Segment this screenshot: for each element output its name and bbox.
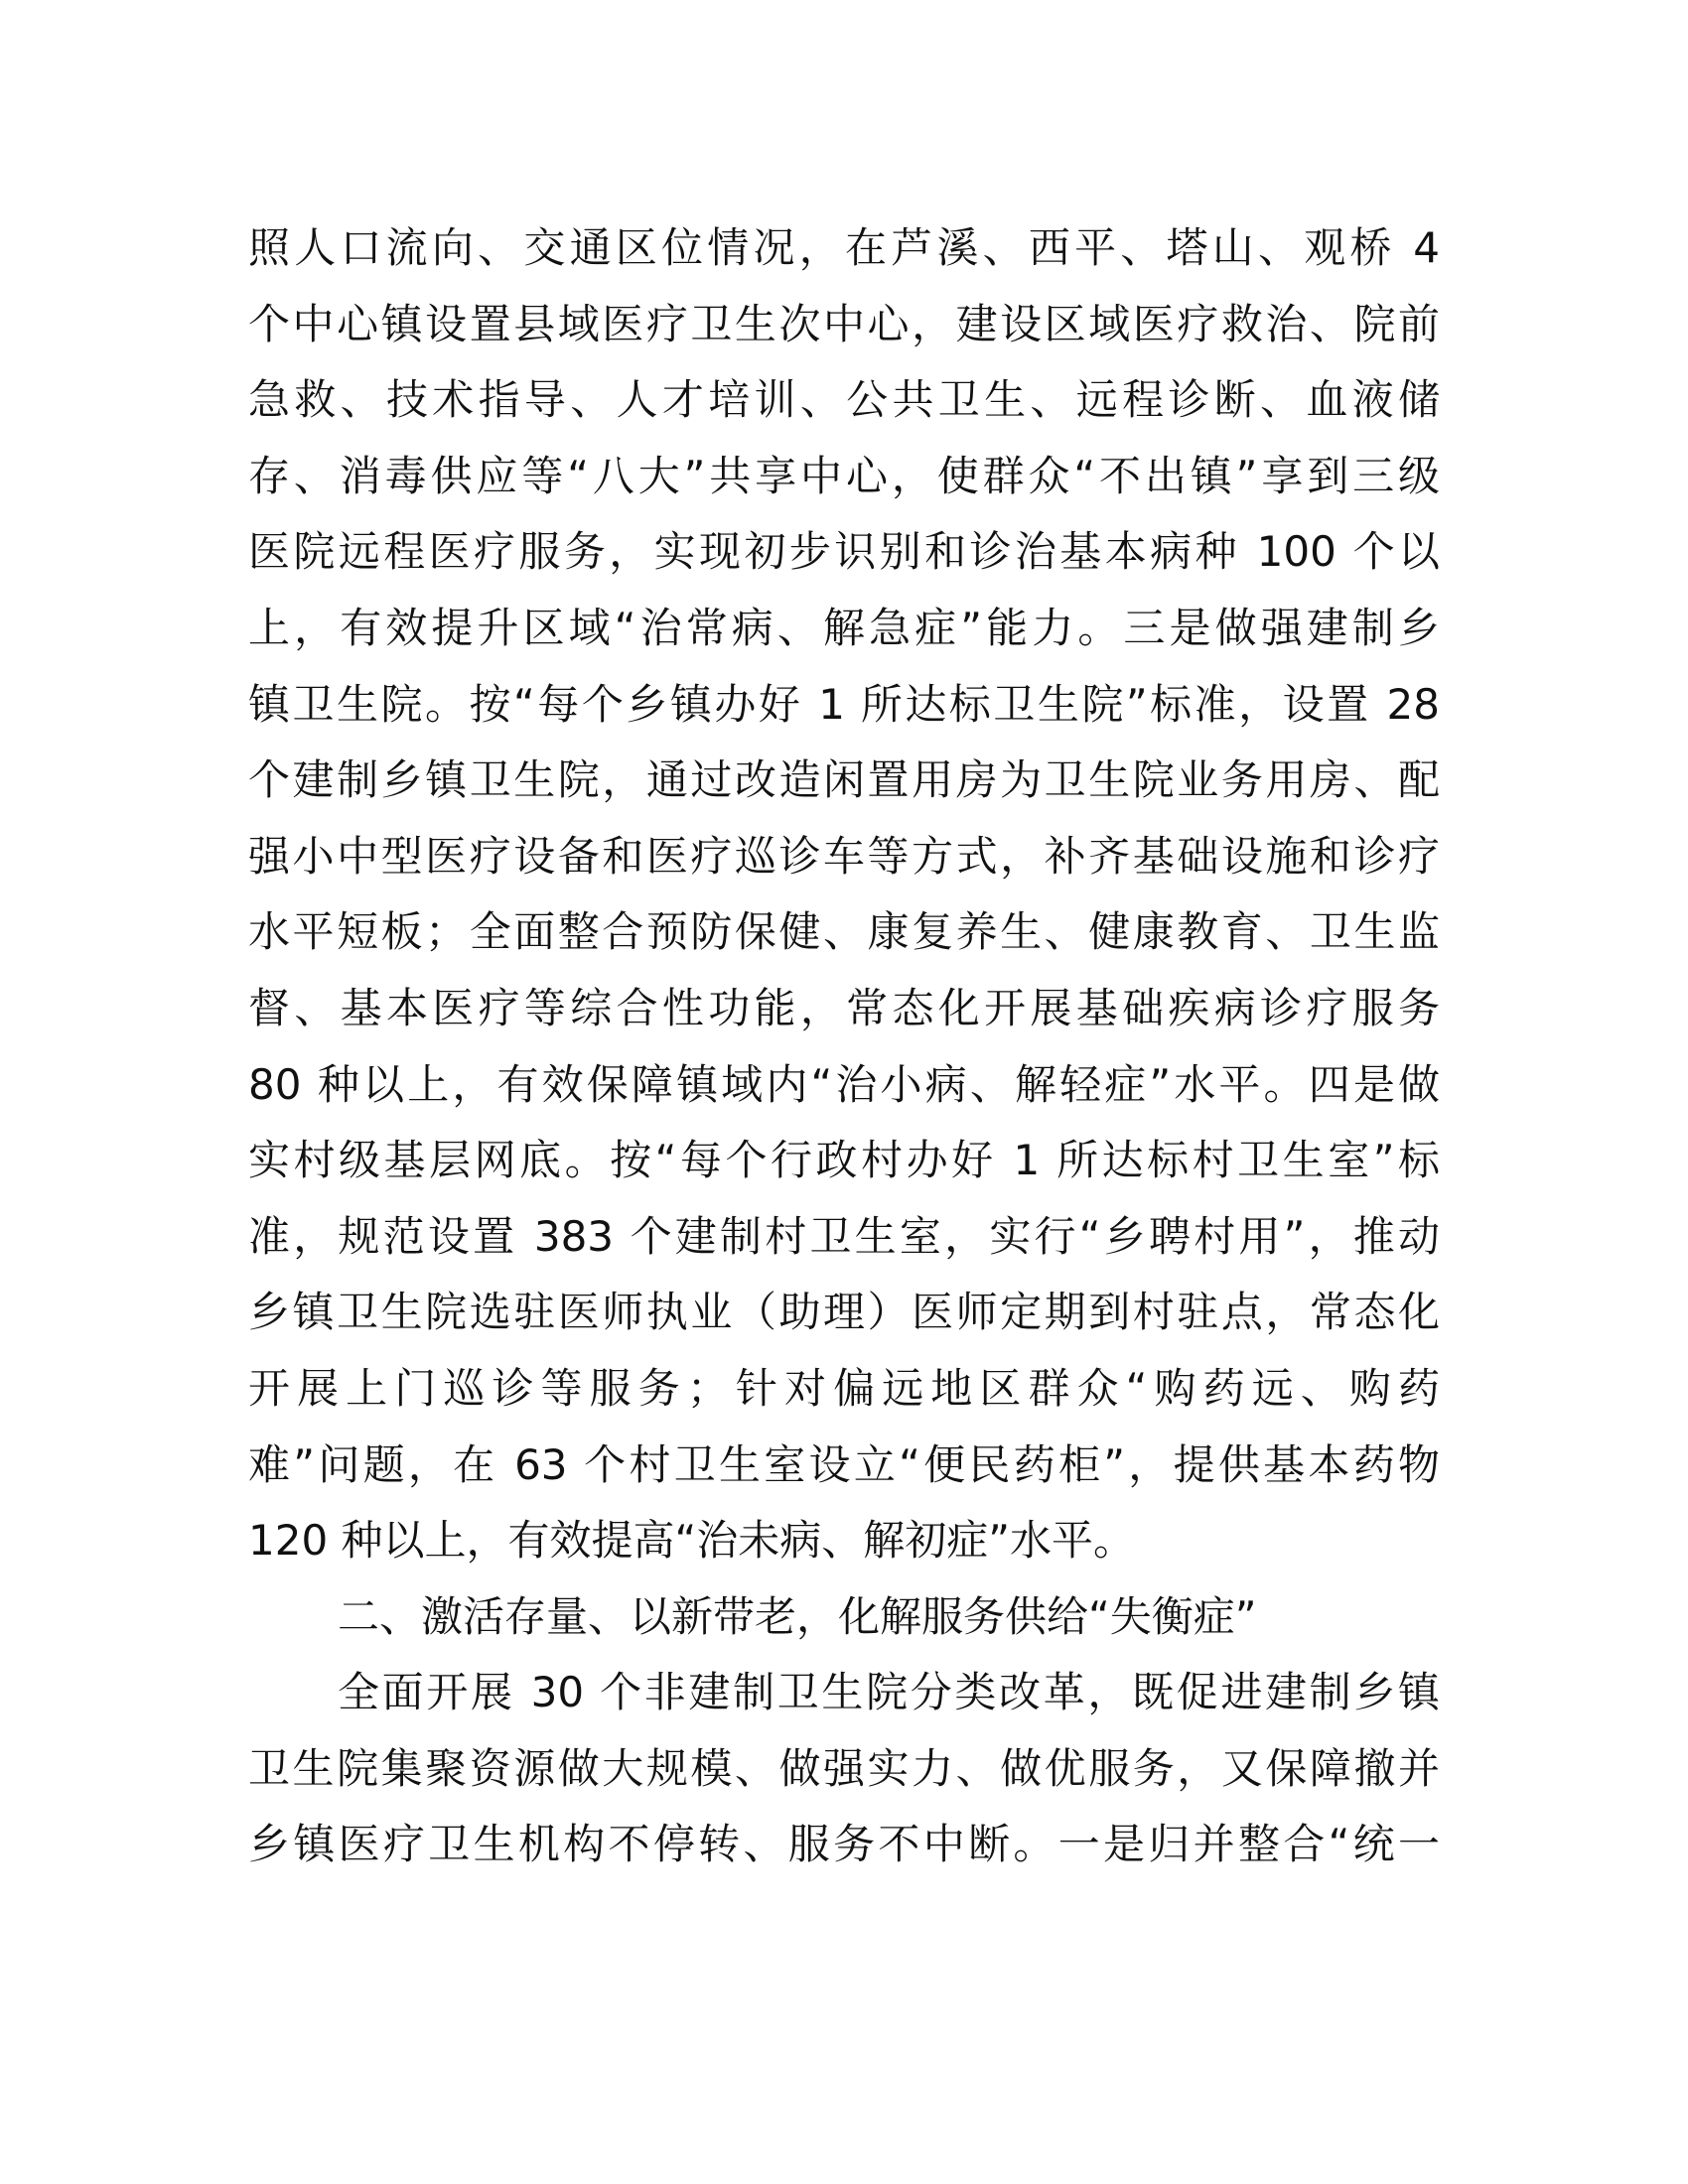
text-line: 存、消毒供应等“八大”共享中心，使群众“不出镇”享到三级 bbox=[248, 451, 1440, 500]
section-heading: 二、激活存量、以新带老，化解服务供给“失衡症” bbox=[338, 1591, 1257, 1641]
text-line: 强小中型医疗设备和医疗巡诊车等方式，补齐基础设施和诊疗 bbox=[248, 831, 1440, 881]
text-line: 照人口流向、交通区位情况，在芦溪、西平、塔山、观桥 4 bbox=[248, 223, 1440, 272]
text-line: 乡镇卫生院选驻医师执业（助理）医师定期到村驻点，常态化 bbox=[248, 1288, 1440, 1337]
text-line: 开展上门巡诊等服务；针对偏远地区群众“购药远、购药 bbox=[248, 1363, 1440, 1413]
text-line: 卫生院集聚资源做大规模、做强实力、做优服务，又保障撤并 bbox=[248, 1743, 1440, 1793]
text-line: 实村级基层网底。按“每个行政村办好 1 所达标村卫生室”标 bbox=[248, 1136, 1440, 1185]
text-line: 督、基本医疗等综合性功能，常态化开展基础疾病诊疗服务 bbox=[248, 983, 1440, 1032]
text-line: 上，有效提升区域“治常病、解急症”能力。三是做强建制乡 bbox=[248, 603, 1440, 652]
text-line: 120 种以上，有效提高“治未病、解初症”水平。 bbox=[248, 1516, 1136, 1566]
text-line: 个中心镇设置县域医疗卫生次中心，建设区域医疗救治、院前 bbox=[248, 299, 1440, 348]
paragraph-2 bbox=[248, 1655, 1440, 1883]
text-line: 急救、技术指导、人才培训、公共卫生、远程诊断、血液储 bbox=[248, 375, 1440, 425]
document-body bbox=[248, 210, 1440, 1883]
text-line: 镇卫生院。按“每个乡镇办好 1 所达标卫生院”标准，设置 28 bbox=[248, 679, 1440, 729]
text-line: 全面开展 30 个非建制卫生院分类改革，既促进建制乡镇 bbox=[338, 1668, 1440, 1717]
text-line: 乡镇医疗卫生机构不停转、服务不中断。一是归并整合“统一 bbox=[248, 1820, 1440, 1869]
text-line: 个建制乡镇卫生院，通过改造闲置用房为卫生院业务用房、配 bbox=[248, 755, 1440, 805]
paragraph-1 bbox=[248, 210, 1440, 1579]
text-line: 80 种以上，有效保障镇域内“治小病、解轻症”水平。四是做 bbox=[248, 1059, 1440, 1109]
text-line: 难”问题，在 63 个村卫生室设立“便民药柜”，提供基本药物 bbox=[248, 1439, 1440, 1489]
text-line: 水平短板；全面整合预防保健、康复养生、健康教育、卫生监 bbox=[248, 907, 1440, 957]
text-line: 准，规范设置 383 个建制村卫生室，实行“乡聘村用”，推动 bbox=[248, 1211, 1440, 1261]
text-line: 医院远程医疗服务，实现初步识别和诊治基本病种 100 个以 bbox=[248, 527, 1440, 577]
